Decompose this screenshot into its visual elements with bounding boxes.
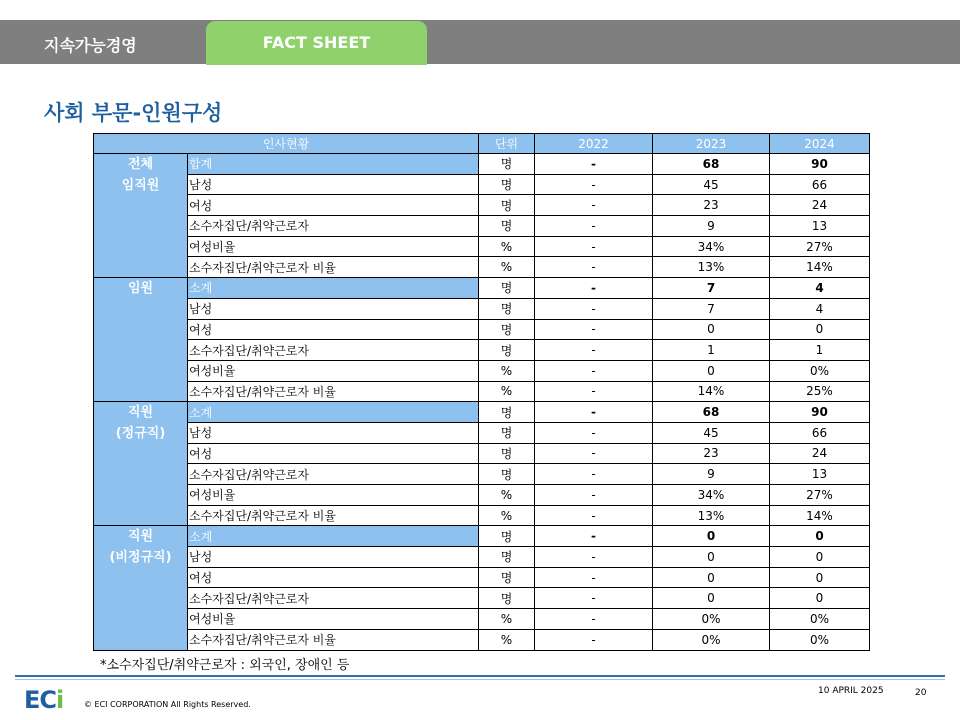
row-unit: 명 <box>479 298 535 319</box>
row-unit: 명 <box>479 319 535 340</box>
value-2022: - <box>535 464 653 485</box>
value-2024: 90 <box>770 402 870 423</box>
row-unit: 명 <box>479 526 535 547</box>
logo-accent: i <box>56 686 64 714</box>
value-2024: 66 <box>770 174 870 195</box>
row-item: 소수자집단/취약근로자 <box>188 464 479 485</box>
row-unit: % <box>479 360 535 381</box>
row-unit: 명 <box>479 402 535 423</box>
value-2024: 1 <box>770 340 870 361</box>
value-2023: 9 <box>653 216 770 237</box>
value-2023: 0 <box>653 360 770 381</box>
value-2024: 0 <box>770 547 870 568</box>
value-2022: - <box>535 216 653 237</box>
value-2023: 0 <box>653 526 770 547</box>
value-2024: 25% <box>770 381 870 402</box>
value-2023: 0 <box>653 567 770 588</box>
row-unit: 명 <box>479 174 535 195</box>
value-2022: - <box>535 381 653 402</box>
table-row <box>94 278 870 299</box>
value-2023: 0% <box>653 609 770 630</box>
value-2023: 34% <box>653 485 770 506</box>
table-row <box>94 485 870 506</box>
value-2022: - <box>535 609 653 630</box>
row-item: 남성 <box>188 422 479 443</box>
value-2022: - <box>535 174 653 195</box>
table-row <box>94 505 870 526</box>
footer-divider <box>15 675 945 677</box>
value-2024: 0% <box>770 609 870 630</box>
row-item: 여성 <box>188 319 479 340</box>
value-2024: 24 <box>770 443 870 464</box>
row-item: 여성비율 <box>188 485 479 506</box>
value-2022: - <box>535 278 653 299</box>
row-unit: % <box>479 609 535 630</box>
value-2022: - <box>535 485 653 506</box>
row-unit: % <box>479 381 535 402</box>
value-2023: 9 <box>653 464 770 485</box>
value-2023: 45 <box>653 174 770 195</box>
row-unit: % <box>479 236 535 257</box>
value-2024: 0 <box>770 526 870 547</box>
row-unit: % <box>479 257 535 278</box>
row-item: 소수자집단/취약근로자 <box>188 588 479 609</box>
value-2022: - <box>535 340 653 361</box>
row-item: 여성비율 <box>188 360 479 381</box>
column-header: 인사현황 <box>94 134 479 154</box>
value-2023: 45 <box>653 422 770 443</box>
eci-logo <box>24 686 63 714</box>
table-row <box>94 464 870 485</box>
row-unit: 명 <box>479 340 535 361</box>
row-item: 여성비율 <box>188 236 479 257</box>
column-header: 단위 <box>479 134 535 154</box>
table-row <box>94 567 870 588</box>
group-label-line: 직원 <box>127 405 154 421</box>
logo-text: EC <box>24 686 57 714</box>
value-2022: - <box>535 526 653 547</box>
row-item: 소수자집단/취약근로자 비율 <box>188 381 479 402</box>
group-label-line: (비정규직) <box>109 550 172 566</box>
row-unit: 명 <box>479 195 535 216</box>
value-2022: - <box>535 298 653 319</box>
row-item: 소수자집단/취약근로자 <box>188 340 479 361</box>
value-2023: 0 <box>653 547 770 568</box>
value-2024: 24 <box>770 195 870 216</box>
value-2023: 23 <box>653 443 770 464</box>
group-label <box>94 526 188 650</box>
value-2022: - <box>535 567 653 588</box>
value-2022: - <box>535 588 653 609</box>
row-item: 여성 <box>188 443 479 464</box>
value-2024: 90 <box>770 154 870 175</box>
value-2023: 68 <box>653 402 770 423</box>
table-row <box>94 547 870 568</box>
table-row <box>94 609 870 630</box>
row-item: 남성 <box>188 298 479 319</box>
table-row <box>94 402 870 423</box>
value-2024: 13 <box>770 464 870 485</box>
row-unit: % <box>479 629 535 650</box>
table-row <box>94 526 870 547</box>
row-unit: 명 <box>479 278 535 299</box>
value-2024: 0 <box>770 319 870 340</box>
footer-divider-thin <box>15 679 945 680</box>
value-2024: 4 <box>770 278 870 299</box>
value-2024: 4 <box>770 298 870 319</box>
group-label <box>94 154 188 278</box>
footnote: *소수자집단/취약근로자 : 외국인, 장애인 등 <box>100 658 350 673</box>
row-unit: 명 <box>479 422 535 443</box>
row-unit: 명 <box>479 588 535 609</box>
page-number: 20 <box>915 688 927 698</box>
row-unit: 명 <box>479 154 535 175</box>
group-label-line: 임원 <box>127 281 154 297</box>
table-row <box>94 588 870 609</box>
table-row <box>94 298 870 319</box>
section-label: 지속가능경영 <box>44 36 137 55</box>
row-item: 소수자집단/취약근로자 비율 <box>188 505 479 526</box>
hr-composition-table <box>93 133 870 651</box>
value-2022: - <box>535 360 653 381</box>
value-2023: 1 <box>653 340 770 361</box>
value-2023: 13% <box>653 505 770 526</box>
table-row <box>94 216 870 237</box>
table-row <box>94 236 870 257</box>
row-item: 합계 <box>188 154 479 175</box>
tab-fact-sheet[interactable]: FACT SHEET <box>206 21 427 65</box>
row-item: 남성 <box>188 174 479 195</box>
value-2023: 0 <box>653 319 770 340</box>
value-2024: 0 <box>770 567 870 588</box>
row-item: 여성 <box>188 195 479 216</box>
value-2023: 34% <box>653 236 770 257</box>
value-2023: 13% <box>653 257 770 278</box>
top-bar <box>0 20 960 64</box>
row-item: 여성 <box>188 567 479 588</box>
value-2023: 68 <box>653 154 770 175</box>
value-2024: 27% <box>770 236 870 257</box>
row-item: 소수자집단/취약근로자 <box>188 216 479 237</box>
row-unit: 명 <box>479 567 535 588</box>
value-2022: - <box>535 257 653 278</box>
value-2022: - <box>535 443 653 464</box>
column-header: 2023 <box>653 134 770 154</box>
copyright: © ECI CORPORATION All Rights Reserved. <box>84 700 251 709</box>
group-label <box>94 278 188 402</box>
table-row <box>94 381 870 402</box>
value-2022: - <box>535 547 653 568</box>
row-unit: % <box>479 485 535 506</box>
row-item: 소계 <box>188 526 479 547</box>
value-2022: - <box>535 402 653 423</box>
table-row <box>94 154 870 175</box>
value-2022: - <box>535 236 653 257</box>
table-row <box>94 629 870 650</box>
row-item: 남성 <box>188 547 479 568</box>
value-2024: 27% <box>770 485 870 506</box>
row-item: 소계 <box>188 402 479 423</box>
row-item: 소계 <box>188 278 479 299</box>
row-item: 소수자집단/취약근로자 비율 <box>188 629 479 650</box>
table-row <box>94 443 870 464</box>
value-2023: 0% <box>653 629 770 650</box>
value-2024: 0 <box>770 588 870 609</box>
row-unit: % <box>479 505 535 526</box>
table-row <box>94 360 870 381</box>
column-header: 2022 <box>535 134 653 154</box>
row-unit: 명 <box>479 216 535 237</box>
value-2024: 66 <box>770 422 870 443</box>
table-row <box>94 174 870 195</box>
page-title: 사회 부문-인원구성 <box>44 101 223 125</box>
table-row <box>94 319 870 340</box>
value-2022: - <box>535 319 653 340</box>
row-item: 소수자집단/취약근로자 비율 <box>188 257 479 278</box>
value-2023: 0 <box>653 588 770 609</box>
row-item: 여성비율 <box>188 609 479 630</box>
value-2024: 0% <box>770 629 870 650</box>
value-2022: - <box>535 154 653 175</box>
value-2022: - <box>535 629 653 650</box>
value-2022: - <box>535 422 653 443</box>
column-header: 2024 <box>770 134 870 154</box>
table-row <box>94 340 870 361</box>
table-row <box>94 195 870 216</box>
value-2022: - <box>535 195 653 216</box>
value-2023: 7 <box>653 298 770 319</box>
table-row <box>94 257 870 278</box>
value-2023: 23 <box>653 195 770 216</box>
footer-date: 10 APRIL 2025 <box>818 686 884 696</box>
value-2024: 14% <box>770 257 870 278</box>
row-unit: 명 <box>479 464 535 485</box>
value-2022: - <box>535 505 653 526</box>
row-unit: 명 <box>479 443 535 464</box>
group-label <box>94 402 188 526</box>
group-label-line: 임직원 <box>121 178 160 193</box>
value-2024: 14% <box>770 505 870 526</box>
value-2023: 7 <box>653 278 770 299</box>
value-2024: 13 <box>770 216 870 237</box>
table-row <box>94 422 870 443</box>
table-header-row <box>94 134 870 154</box>
group-label-line: (정규직) <box>115 426 166 442</box>
row-unit: 명 <box>479 547 535 568</box>
group-label-line: 직원 <box>127 529 154 545</box>
value-2024: 0% <box>770 360 870 381</box>
group-label-line: 전체 <box>127 157 154 172</box>
value-2023: 14% <box>653 381 770 402</box>
